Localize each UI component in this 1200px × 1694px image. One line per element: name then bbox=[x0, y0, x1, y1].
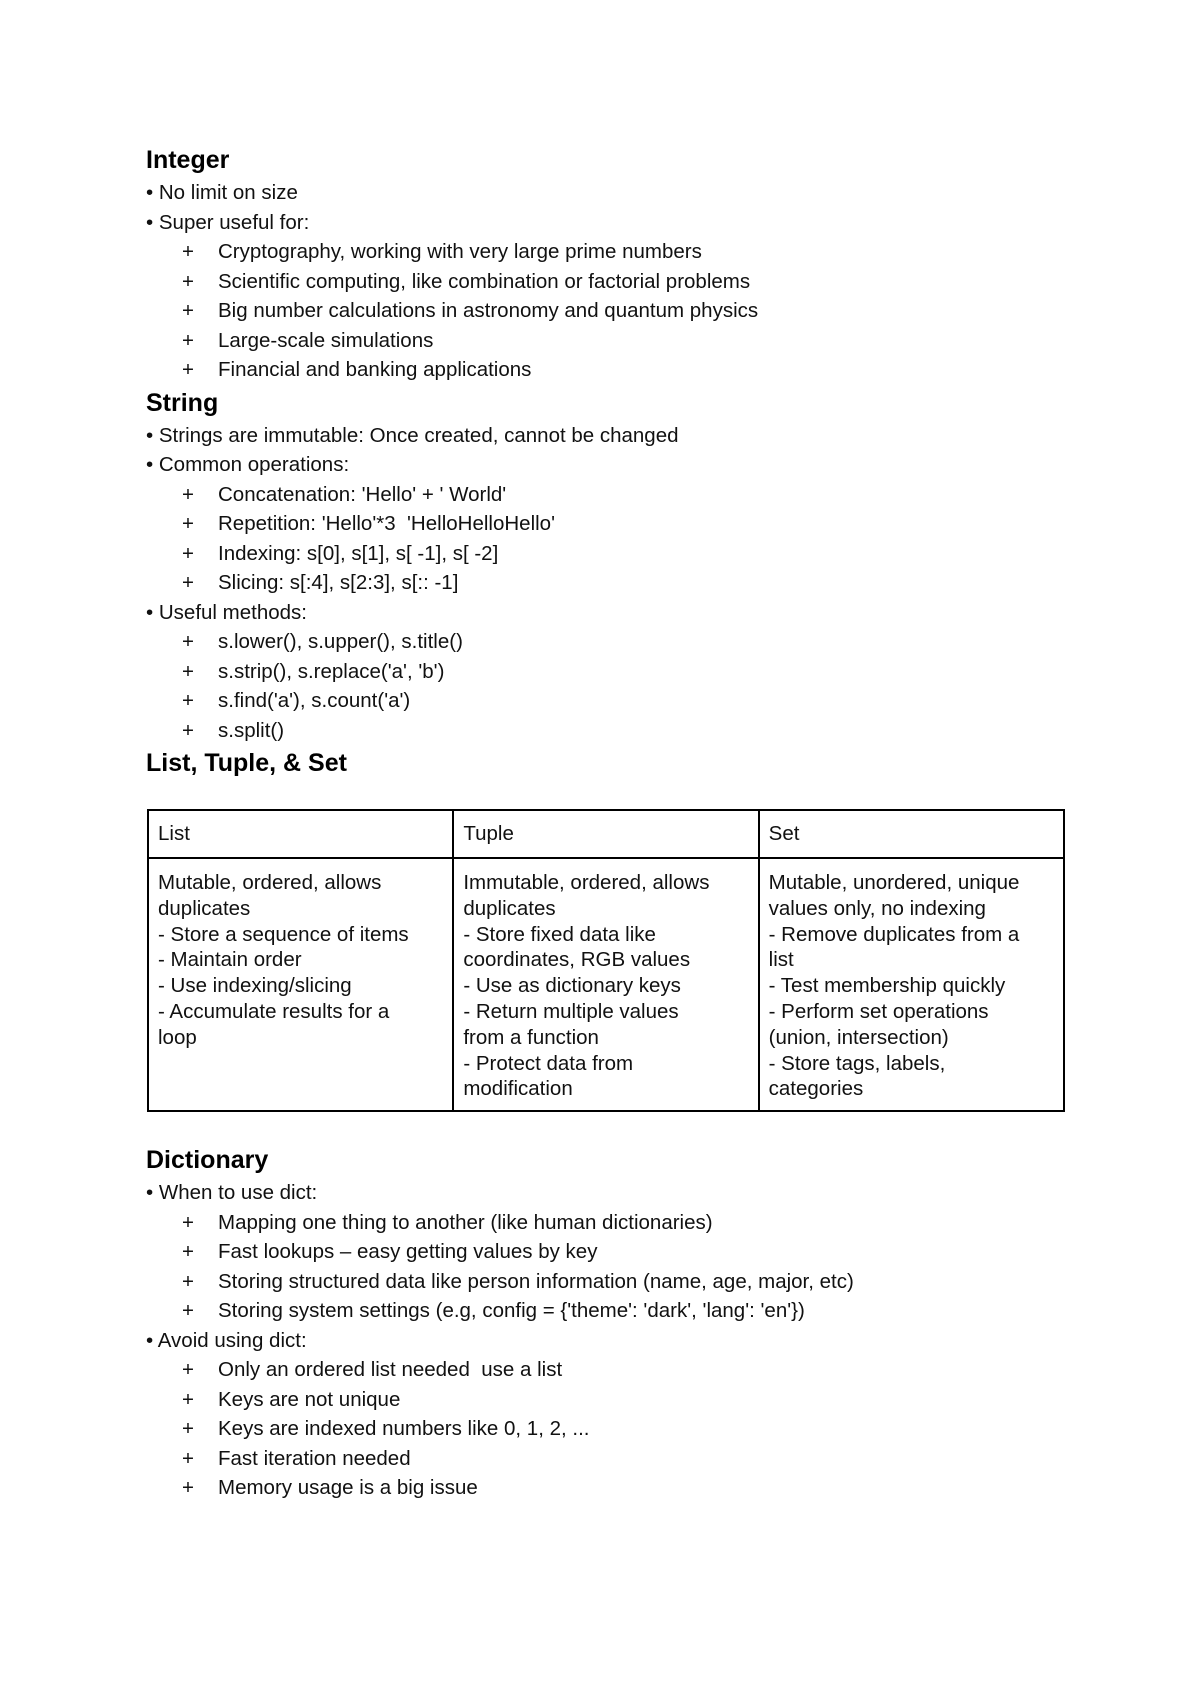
section-dictionary bbox=[146, 1142, 1066, 1503]
sub-item-text: s.lower(), s.upper(), s.title() bbox=[218, 630, 463, 653]
sub-item-text: Slicing: s[:4], s[2:3], s[:: -1] bbox=[218, 571, 459, 594]
sub-item-text: Repetition: 'Hello'*3 'HelloHelloHello' bbox=[218, 512, 555, 535]
cell-line: - Store fixed data like bbox=[463, 922, 656, 946]
plus-marker: + bbox=[182, 1210, 194, 1234]
plus-marker: + bbox=[182, 240, 194, 263]
sub-item bbox=[146, 509, 1066, 539]
sub-item bbox=[146, 480, 1066, 510]
sub-item bbox=[146, 1355, 1066, 1385]
plus-marker: + bbox=[182, 541, 194, 565]
sub-item bbox=[146, 1296, 1066, 1326]
plus-marker: + bbox=[182, 1240, 194, 1264]
cell-line: - Maintain order bbox=[158, 948, 302, 972]
sub-item-text: Scientific computing, like combination or factorial problems bbox=[218, 269, 751, 293]
plus-marker: + bbox=[182, 512, 194, 535]
sub-item-text: s.split() bbox=[218, 718, 285, 742]
cell-line: - Accumulate results for a bbox=[158, 999, 390, 1023]
sub-item-text: Fast iteration needed bbox=[218, 1446, 411, 1470]
sub-item-text: s.strip(), s.replace('a', 'b') bbox=[218, 659, 445, 683]
document-content bbox=[146, 142, 1066, 1503]
cell-line: - Use as dictionary keys bbox=[463, 974, 681, 998]
bullet-item: • Avoid using dict: bbox=[146, 1328, 307, 1352]
comparison-table bbox=[147, 809, 1065, 1112]
plus-marker: + bbox=[182, 689, 194, 712]
table-cell-set bbox=[759, 858, 1064, 1111]
plus-marker: + bbox=[182, 358, 194, 381]
sub-item-text: Storing system settings (e.g, config = {'theme': 'dark', 'lang': 'en'}) bbox=[218, 1299, 805, 1323]
plus-marker: + bbox=[182, 269, 194, 293]
sub-item bbox=[146, 267, 1066, 297]
string-heading: String bbox=[146, 388, 219, 417]
sub-item bbox=[146, 1414, 1066, 1444]
sub-item-text: Mapping one thing to another (like human dictionaries) bbox=[218, 1210, 713, 1234]
bullet-item: • Useful methods: bbox=[146, 600, 307, 624]
sub-item-text: Concatenation: 'Hello' + ' World' bbox=[218, 482, 507, 506]
list-tuple-set-heading: List, Tuple, & Set bbox=[146, 749, 347, 777]
table-header-cell: Set bbox=[759, 810, 1064, 858]
cell-line: values only, no indexing bbox=[768, 896, 986, 920]
sub-item-text: Memory usage is a big issue bbox=[218, 1476, 478, 1500]
table-header-cell: List bbox=[148, 810, 453, 858]
sub-item bbox=[146, 296, 1066, 326]
sub-item-text: Fast lookups – easy getting values by key bbox=[218, 1240, 598, 1264]
plus-marker: + bbox=[182, 659, 194, 683]
table-cell-tuple bbox=[453, 858, 758, 1111]
sub-item bbox=[146, 1237, 1066, 1267]
plus-marker: + bbox=[182, 1387, 194, 1411]
table-header-cell: Tuple bbox=[453, 810, 758, 858]
sub-item bbox=[146, 1267, 1066, 1297]
sub-item-text: Cryptography, working with very large prime numbers bbox=[218, 240, 702, 263]
plus-marker: + bbox=[182, 1476, 194, 1500]
bullet-item: • Common operations: bbox=[146, 453, 350, 476]
cell-line: categories bbox=[768, 1077, 864, 1101]
cell-line: - Perform set operations bbox=[768, 999, 989, 1023]
plus-marker: + bbox=[182, 1358, 194, 1382]
sub-item-text: Large-scale simulations bbox=[218, 328, 434, 352]
cell-line: - Remove duplicates from a bbox=[768, 922, 1020, 946]
sub-item-text: Financial and banking applications bbox=[218, 358, 532, 381]
cell-line: - Use indexing/slicing bbox=[158, 974, 352, 998]
plus-marker: + bbox=[182, 1299, 194, 1323]
bullet-item: • When to use dict: bbox=[146, 1181, 318, 1205]
plus-marker: + bbox=[182, 328, 194, 352]
sub-item bbox=[146, 355, 1066, 385]
plus-marker: + bbox=[182, 630, 194, 653]
sub-item bbox=[146, 657, 1066, 687]
sub-item bbox=[146, 539, 1066, 569]
table-cell-list bbox=[148, 858, 453, 1111]
bullet-item: • No limit on size bbox=[146, 181, 298, 204]
section-string bbox=[146, 385, 1066, 746]
sub-item-text: Only an ordered list needed use a list bbox=[218, 1358, 563, 1382]
sub-item-text: s.find('a'), s.count('a') bbox=[218, 689, 411, 712]
cell-line: - Store tags, labels, bbox=[768, 1051, 946, 1075]
cell-line: - Protect data from bbox=[463, 1051, 634, 1075]
cell-line: loop bbox=[158, 1025, 197, 1049]
cell-line: Immutable, ordered, allows bbox=[463, 871, 710, 894]
sub-item bbox=[146, 627, 1066, 657]
cell-line: - Return multiple values bbox=[463, 999, 679, 1023]
sub-item-text: Indexing: s[0], s[1], s[ -1], s[ -2] bbox=[218, 541, 499, 565]
bullet-item: • Strings are immutable: Once created, cannot be changed bbox=[146, 423, 679, 447]
sub-item-text: Keys are not unique bbox=[218, 1387, 401, 1411]
table-header-row bbox=[148, 810, 1064, 858]
plus-marker: + bbox=[182, 718, 194, 742]
sub-item-text: Keys are indexed numbers like 0, 1, 2, ... bbox=[218, 1417, 590, 1441]
cell-line: list bbox=[768, 948, 794, 972]
section-integer bbox=[146, 142, 1066, 385]
table-row bbox=[148, 858, 1064, 1111]
bullet-item: • Super useful for: bbox=[146, 210, 310, 234]
cell-line: modification bbox=[463, 1077, 573, 1101]
sub-item bbox=[146, 1444, 1066, 1474]
dictionary-heading: Dictionary bbox=[146, 1146, 269, 1175]
cell-line: Mutable, ordered, allows bbox=[158, 871, 382, 894]
plus-marker: + bbox=[182, 299, 194, 322]
sub-item bbox=[146, 716, 1066, 746]
sub-item bbox=[146, 326, 1066, 356]
sub-item bbox=[146, 1473, 1066, 1503]
cell-line: from a function bbox=[463, 1025, 599, 1049]
cell-line: - Test membership quickly bbox=[768, 974, 1006, 998]
sub-item bbox=[146, 568, 1066, 598]
sub-item bbox=[146, 237, 1066, 267]
cell-line: duplicates bbox=[158, 896, 251, 920]
plus-marker: + bbox=[182, 1269, 194, 1293]
sub-item bbox=[146, 1385, 1066, 1415]
cell-line: duplicates bbox=[463, 896, 556, 920]
plus-marker: + bbox=[182, 1417, 194, 1441]
sub-item bbox=[146, 686, 1066, 716]
plus-marker: + bbox=[182, 571, 194, 594]
cell-line: - Store a sequence of items bbox=[158, 922, 409, 946]
plus-marker: + bbox=[182, 482, 194, 506]
cell-line: (union, intersection) bbox=[768, 1025, 949, 1049]
sub-item-text: Big number calculations in astronomy and quantum physics bbox=[218, 299, 759, 322]
sub-item-text: Storing structured data like person information (name, age, major, etc) bbox=[218, 1269, 854, 1293]
plus-marker: + bbox=[182, 1446, 194, 1470]
integer-heading: Integer bbox=[146, 146, 230, 174]
section-list-tuple-set bbox=[146, 745, 1066, 1112]
sub-item bbox=[146, 1208, 1066, 1238]
cell-line: coordinates, RGB values bbox=[463, 948, 691, 972]
cell-line: Mutable, unordered, unique bbox=[768, 871, 1020, 894]
